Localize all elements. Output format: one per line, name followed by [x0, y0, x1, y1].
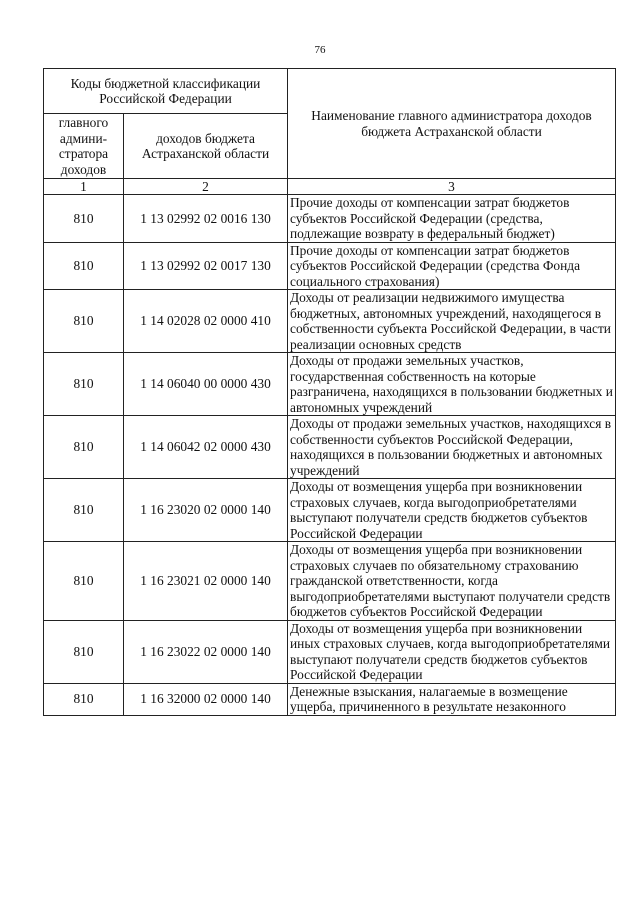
table-row — [44, 620, 616, 683]
revenue-name: Доходы от продажи земельных участков, государственная собственность на которые разграничена, находящихся в пользовании бюджетных и автономных учреждений — [288, 353, 616, 416]
revenue-name: Доходы от возмещения ущерба при возникновении иных страховых случаев, когда выгодоприобретателями выступают получатели средств бюджетов субъектов Российской Федерации — [288, 620, 616, 683]
revenue-code: 1 13 02992 02 0016 130 — [124, 195, 288, 243]
header-col-admin: главного админи-стратора доходов — [44, 114, 124, 179]
admin-code: 810 — [44, 353, 124, 416]
revenue-code: 1 16 32000 02 0000 140 — [124, 683, 288, 715]
revenue-code: 1 16 23021 02 0000 140 — [124, 542, 288, 621]
admin-code: 810 — [44, 620, 124, 683]
admin-code: 810 — [44, 290, 124, 353]
admin-code: 810 — [44, 683, 124, 715]
table-row — [44, 290, 616, 353]
revenue-code: 1 16 23020 02 0000 140 — [124, 479, 288, 542]
revenue-name: Прочие доходы от компенсации затрат бюджетов субъектов Российской Федерации (средства Фонда социального страхования) — [288, 242, 616, 290]
budget-classification-table — [43, 68, 616, 716]
header-num-2: 2 — [124, 179, 288, 195]
table-row — [44, 416, 616, 479]
header-num-1: 1 — [44, 179, 124, 195]
header-col-name: Наименование главного администратора доходов бюджета Астраханской области — [288, 69, 616, 179]
header-col-revenue: доходов бюджета Астраханской области — [124, 114, 288, 179]
revenue-code: 1 14 06040 00 0000 430 — [124, 353, 288, 416]
table-row — [44, 683, 616, 715]
table-row — [44, 542, 616, 621]
revenue-name: Доходы от реализации недвижимого имущества бюджетных, автономных учреждений, находящегося в собственности субъекта Российской Федерации, в части реализации основных средств — [288, 290, 616, 353]
revenue-name: Доходы от возмещения ущерба при возникновении страховых случаев, когда выгодоприобретателями выступают получатели средств бюджетов субъектов Российской Федерации — [288, 479, 616, 542]
header-group-title: Коды бюджетной классификации Российской Федерации — [44, 69, 288, 114]
table-row — [44, 242, 616, 290]
admin-code: 810 — [44, 195, 124, 243]
revenue-code: 1 14 06042 02 0000 430 — [124, 416, 288, 479]
table-row — [44, 479, 616, 542]
revenue-name: Доходы от возмещения ущерба при возникновении страховых случаев по обязательному страхованию гражданской ответственности, когда выгодоприобретателями выступают получатели средств бюджетов субъектов Российской Федерации — [288, 542, 616, 621]
admin-code: 810 — [44, 542, 124, 621]
revenue-name: Доходы от продажи земельных участков, находящихся в собственности субъектов Российской Федерации, находящихся в пользовании бюджетных и автономных учреждений — [288, 416, 616, 479]
revenue-code: 1 13 02992 02 0017 130 — [124, 242, 288, 290]
admin-code: 810 — [44, 416, 124, 479]
revenue-code: 1 14 02028 02 0000 410 — [124, 290, 288, 353]
revenue-name: Прочие доходы от компенсации затрат бюджетов субъектов Российской Федерации (средства, подлежащие возврату в федеральный бюджет) — [288, 195, 616, 243]
header-num-3: 3 — [288, 179, 616, 195]
table-row — [44, 353, 616, 416]
revenue-code: 1 16 23022 02 0000 140 — [124, 620, 288, 683]
table-row — [44, 195, 616, 243]
revenue-name: Денежные взыскания, налагаемые в возмещение ущерба, причиненного в результате незаконного — [288, 683, 616, 715]
admin-code: 810 — [44, 242, 124, 290]
page-number: 76 — [314, 44, 326, 56]
admin-code: 810 — [44, 479, 124, 542]
